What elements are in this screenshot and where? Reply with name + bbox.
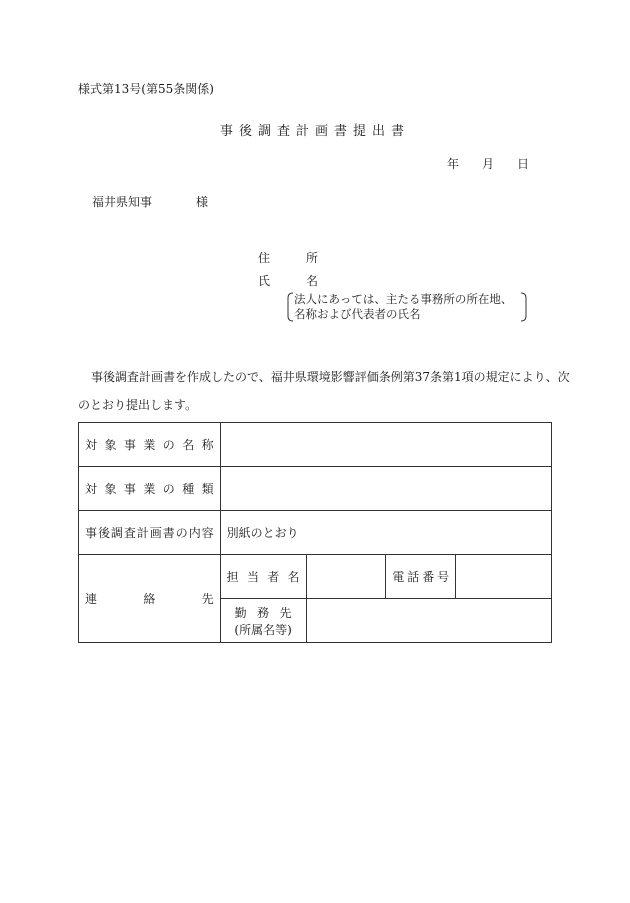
table-row	[79, 467, 552, 511]
project-type-label: 対象事業の種類	[85, 482, 214, 496]
person-label-cell	[220, 555, 306, 599]
project-name-label: 対象事業の名称	[85, 438, 214, 452]
date-month: 月	[482, 157, 495, 171]
body-line-1: 事後調査計画書を作成したので、福井県環境影響評価条例第37条第1項の規定により、次	[91, 370, 570, 384]
submission-table	[78, 422, 552, 643]
person-value[interactable]	[306, 555, 386, 599]
table-row	[79, 423, 552, 467]
project-name-label-cell	[79, 423, 221, 467]
body-line-2: のとおり提出します。	[78, 398, 198, 412]
addressee-honorific: 様	[196, 195, 209, 209]
plan-content-label: 事後調査計画書の内容	[85, 526, 214, 540]
addressee-name: 福井県知事	[92, 195, 153, 209]
workplace-label: 勤務先	[234, 605, 292, 620]
form-number: 様式第13号(第55条関係)	[78, 82, 214, 96]
table-row	[79, 555, 552, 599]
date-year: 年	[447, 157, 460, 171]
sender-name-label: 氏 名	[258, 274, 331, 288]
project-type-label-cell	[79, 467, 221, 511]
workplace-sub-label: (所属名等)	[234, 622, 292, 637]
addressee	[92, 193, 208, 210]
workplace-value[interactable]	[306, 599, 551, 643]
project-name-value[interactable]	[220, 423, 551, 467]
table-row	[79, 511, 552, 555]
workplace-label-cell	[220, 599, 306, 643]
date-day: 日	[517, 157, 530, 171]
phone-value[interactable]	[456, 555, 552, 599]
sender-address-label: 住 所	[258, 251, 331, 265]
plan-content-label-cell	[79, 511, 221, 555]
left-bracket-icon	[286, 292, 294, 322]
person-label: 担当者名	[226, 570, 300, 584]
plan-content-value: 別紙のとおり	[220, 511, 551, 555]
sender-note	[286, 292, 528, 322]
contact-label: 連絡先	[85, 592, 214, 606]
project-type-value[interactable]	[220, 467, 551, 511]
right-bracket-icon	[520, 292, 528, 322]
phone-label: 電話番号	[392, 570, 450, 584]
phone-label-cell	[386, 555, 456, 599]
contact-label-cell	[79, 555, 221, 643]
document-title: 事後調査計画書提出書	[219, 124, 410, 139]
sender-note-line2: 名称および代表者の氏名	[294, 307, 421, 321]
sender-note-line1: 法人にあっては、主たる事務所の所在地、	[294, 292, 513, 306]
